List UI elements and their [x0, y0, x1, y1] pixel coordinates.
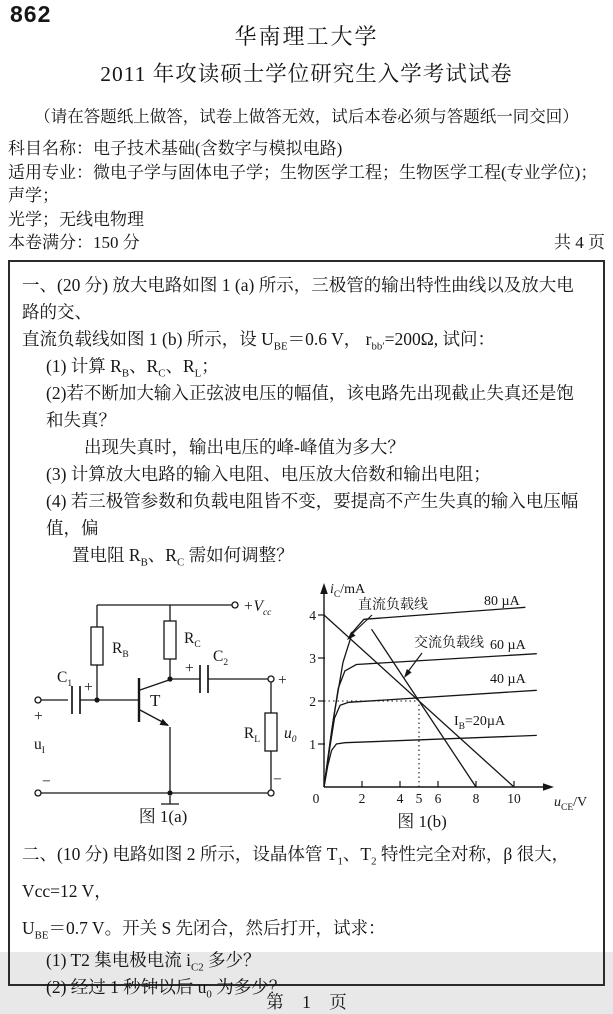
c1-label: $C_1$: [57, 668, 73, 689]
question-box: [8, 260, 605, 1000]
tick-label: 1: [309, 736, 316, 752]
exam-title: 2011 年攻读硕士学位研究生入学考试试卷: [100, 62, 513, 86]
y-axis-arrow-icon: [320, 583, 328, 594]
question-1: [22, 272, 591, 569]
emitter-rail-node: [167, 790, 172, 795]
output-plus-sign: +: [278, 671, 287, 689]
q2-intro-line1: 二、(10 分) 电路如图 2 所示，设晶体管 $T_1$、$T_2$ 特性完全对称，β 很大，Vcc=12 V，: [22, 843, 570, 901]
q1-intro-line1: 一、(20 分) 放大电路如图 1 (a) 所示，三极管的输出特性曲线以及放大电路的交、: [22, 274, 574, 322]
ac-load-line-label: 交流负载线: [414, 635, 484, 651]
u0-label: $u_0$: [284, 724, 297, 745]
c1-plus-sign: +: [84, 678, 93, 696]
paper-meta: [8, 137, 605, 255]
total-pages: 共 4 页: [554, 233, 605, 252]
rc-label: $R_C$: [184, 629, 201, 650]
chart-curves: [324, 607, 537, 787]
full-score: 本卷满分：150 分: [8, 233, 140, 252]
tick-label: 0: [312, 790, 320, 806]
tick-label: 3: [309, 650, 316, 666]
series-ac-load-line: [372, 629, 477, 787]
figure-1a-circuit: [22, 575, 304, 827]
y-axis-label: $i_C/mA$: [330, 581, 366, 600]
vcc-label: $+V_{cc}$: [243, 597, 272, 618]
q2-item-1: (1) T2 集电极电流 $i_{C2}$ 多少？: [46, 949, 261, 973]
tick-label: 2: [358, 790, 366, 806]
paper-code: 862: [10, 1, 52, 27]
q2-intro-line2: $U_{BE}=0.7$ V。开关 S 先闭合，然后打开，试求：: [22, 917, 386, 941]
resistor-rc: [164, 621, 176, 659]
emitter-arrow-icon: [160, 718, 170, 725]
tick-label: 4: [309, 607, 316, 623]
page-number: 第 1 页: [266, 991, 347, 1012]
tick-label: 4: [396, 790, 404, 806]
input-terminal: [35, 697, 41, 703]
figure-row: [22, 575, 591, 830]
ac-label-arrowhead-icon: [404, 669, 412, 678]
majors-line-1: 适用专业：微电子学与固体电子学；生物医学工程；生物医学工程(专业学位)；声学；: [8, 162, 598, 205]
answer-notice: （请在答题纸上做答，试卷上做答无效，试后本卷必须与答题纸一同交回）: [34, 107, 579, 126]
q2-item-2: (2) 经过 1 秒钟以后 $u_0$ 为多少？: [46, 976, 287, 1000]
curve-60ua-label: 60 µA: [490, 637, 526, 653]
q1-item-4b: 置电阻 $R_B$、$R_C$ 需如何调整？: [72, 544, 294, 568]
x-axis-label: $u_{CE}/V$: [554, 794, 588, 813]
majors-line-2: 光学；无线电物理: [8, 209, 144, 229]
curve-80ua-label: 80 µA: [484, 593, 520, 609]
series-output-characteristic: [324, 690, 537, 787]
c2-plus-sign: +: [185, 659, 194, 677]
tick-label: 2: [309, 693, 316, 709]
university-name: 华南理工大学: [234, 24, 379, 49]
rl-label: $R_L$: [243, 724, 260, 745]
rb-label: $R_B$: [112, 639, 129, 660]
tick-label: 5: [415, 790, 423, 806]
input-ground-terminal: [35, 790, 41, 796]
c2-label: $C_2$: [213, 647, 229, 668]
q1-item-2a: (2)若不断加大输入正弦波电压的幅值，该电路先出现截止失真还是饱和失真？: [46, 382, 574, 430]
input-minus-sign: −: [42, 772, 51, 790]
figure-1b-caption: 图 1(b): [397, 811, 447, 831]
input-plus-sign: +: [34, 707, 43, 725]
resistor-rb: [91, 627, 103, 665]
base-node: [94, 697, 99, 702]
q1-intro-line2: 直流负载线如图 1 (b) 所示，设 $U_{BE}=0.6$ V， $r_{bb'}=200\Omega$, 试问：: [22, 328, 496, 352]
output-minus-sign: −: [273, 770, 282, 788]
q1-item-1: (1) 计算 $R_B$、$R_C$、$R_L$；: [46, 355, 219, 379]
dc-label-arrow: [351, 615, 372, 635]
tick-label: 6: [434, 790, 442, 806]
ac-label-arrow: [407, 653, 422, 673]
q1-item-2b: 出现失真时，输出电压的峰-峰值为多大？: [84, 436, 405, 457]
figure-1b-chart: [304, 575, 609, 830]
output-ground-terminal: [268, 790, 274, 796]
dc-label-arrowhead-icon: [347, 631, 356, 640]
output-terminal: [268, 676, 274, 682]
tick-label: 10: [507, 790, 521, 806]
tick-label: 8: [472, 790, 480, 806]
curve-40ua-label: 40 µA: [490, 671, 526, 687]
curve-20ua-label: $I_B=20\mu A$: [454, 713, 506, 732]
capacitor-c1: [72, 686, 80, 714]
subject-line: 科目名称：电子技术基础(含数字与模拟电路): [8, 139, 343, 158]
vcc-terminal: [232, 602, 238, 608]
ui-label: $u_I$: [34, 735, 45, 756]
dc-load-line-label: 直流负载线: [358, 597, 428, 613]
q1-item-3: (3) 计算放大电路的输入电阻、电压放大倍数和输出电阻；: [46, 463, 491, 484]
transistor-label: T: [150, 690, 161, 710]
question-2: [22, 836, 591, 1001]
x-axis-arrow-icon: [543, 783, 554, 791]
capacitor-c2: [200, 665, 208, 693]
collector-lead: [140, 680, 169, 690]
resistor-rl: [265, 713, 277, 751]
figure-1a-caption: 图 1(a): [138, 806, 188, 826]
q1-item-4a: (4) 若三极管参数和负载电阻皆不变，要提高不产生失真的输入电压幅值，偏: [46, 490, 579, 538]
collector-node: [167, 676, 172, 681]
